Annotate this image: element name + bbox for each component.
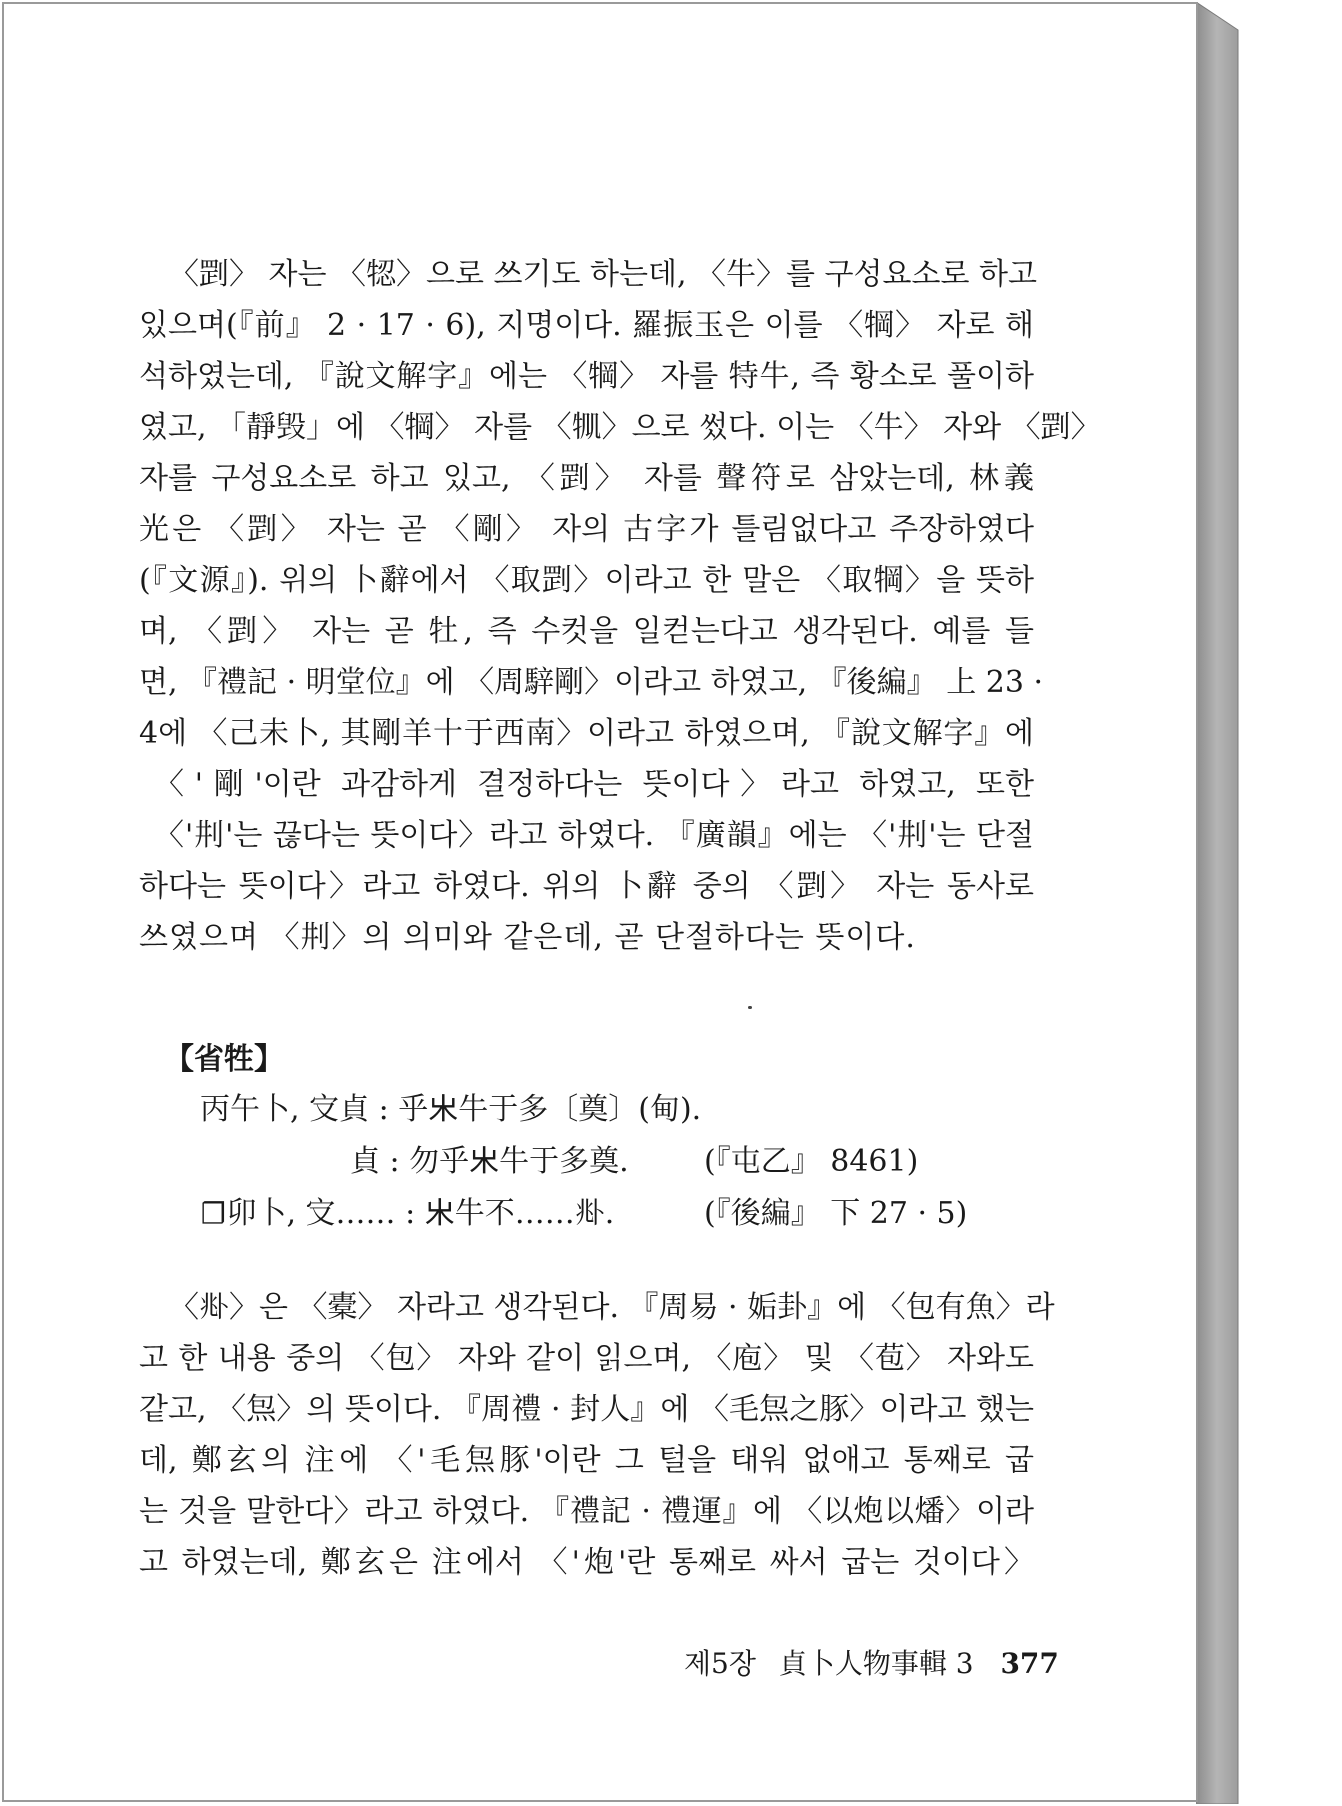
paragraph-1-line: 〈㓻〉 자는 〈㸾〉으로 쓰기도 하는데, 〈牛〉를 구성요소로 하고	[169, 257, 1037, 292]
footer-chapter: 제5장	[684, 1647, 756, 1680]
paragraph-1-line: 면, 『禮記 · 明堂位』에 〈周騂剛〉이라고 하였고, 『後編』 上 23 ·	[139, 665, 1043, 700]
paragraph-3-line: 같고, 〈炰〉의 뜻이다. 『周禮 · 封人』에 〈毛炰之豚〉이라고 했는	[139, 1392, 1034, 1427]
paragraph-1-line: 하다는 뜻이다〉라고 하였다. 위의 卜辭 중의 〈㓻〉 자는 동사로	[139, 869, 1034, 904]
paragraph-1-line: 〈'㓝'는 끊다는 뜻이다〉라고 하였다. 『廣韻』에는 〈'㓝'는 단절	[154, 818, 1034, 853]
paragraph-3-line: 〈𠧞〉은 〈橐〉 자라고 생각된다. 『周易 · 姤卦』에 〈包有魚〉라	[169, 1290, 1055, 1325]
paragraph-1-line: 자를 구성요소로 하고 있고, 〈㓻〉 자를 聲符로 삼았는데, 林義	[139, 461, 1034, 496]
inscription-source: (『屯乙』 8461)	[704, 1144, 919, 1179]
paragraph-3-line: 데, 鄭玄의 注에 〈'毛炰豚'이란 그 털을 태워 없애고 통째로 굽	[139, 1443, 1034, 1478]
section-heading: 【省牲】	[164, 1042, 284, 1077]
inscription-source: (『後編』 下 27 · 5)	[704, 1196, 968, 1231]
inscription-line: 丙午卜, 㝊貞 : 乎𣎵牛于多〔奠〕(甸).	[200, 1092, 702, 1127]
inscription-line: ☐卯卜, 㝊…… : 𣎵牛不……𠧞.	[200, 1196, 615, 1231]
paragraph-1-line: 며, 〈㓻〉 자는 곧 牡, 즉 수컷을 일컫는다고 생각된다. 예를 들	[139, 614, 1034, 649]
book-page	[2, 2, 1198, 1802]
paragraph-1-line: 있으며(『前』 2 · 17 · 6), 지명이다. 羅振玉은 이를 〈犅〉 자로 해	[139, 308, 1034, 343]
page-edge-shadow	[1196, 2, 1242, 1804]
paragraph-1-line: 〈'剛'이란 과감하게 결정하다는 뜻이다〉라고 하였고, 또한	[154, 767, 1034, 802]
paragraph-1-line: 光은 〈㓻〉 자는 곧 〈剛〉 자의 古字가 틀림없다고 주장하였다	[139, 512, 1034, 547]
inscription-line: 貞 : 勿乎𣎵牛于多奠.	[350, 1144, 629, 1179]
paragraph-1-line: (『文源』). 위의 卜辭에서 〈取㓻〉이라고 한 말은 〈取犅〉을 뜻하	[139, 563, 1034, 598]
scan-speck	[748, 1006, 752, 1009]
paragraph-1-line: 쓰였으며 〈㓝〉의 의미와 같은데, 곧 단절하다는 뜻이다.	[139, 920, 916, 955]
page-footer	[684, 1642, 1059, 1682]
paragraph-1-line: 였고, 「靜毁」에 〈犅〉 자를 〈𤘷〉으로 썼다. 이는 〈牛〉 자와 〈㓻〉	[139, 410, 1101, 445]
paragraph-1-line: 석하였는데, 『說文解字』에는 〈犅〉 자를 特牛, 즉 황소로 풀이하	[139, 359, 1034, 394]
paragraph-3-line: 고 하였는데, 鄭玄은 注에서 〈'炮'란 통째로 싸서 굽는 것이다〉	[139, 1545, 1034, 1580]
footer-title: 貞卜人物事輯 3	[778, 1647, 974, 1680]
paragraph-3-line: 는 것을 말한다〉라고 하였다. 『禮記 · 禮運』에 〈以炮以燔〉이라	[139, 1494, 1034, 1529]
paragraph-3-line: 고 한 내용 중의 〈包〉 자와 같이 읽으며, 〈庖〉 및 〈苞〉 자와도	[139, 1341, 1034, 1376]
page-number: 377	[1000, 1647, 1059, 1680]
paragraph-1-line: 4에 〈己未卜, 其剛羊十于西南〉이라고 하였으며, 『說文解字』에	[139, 716, 1034, 751]
